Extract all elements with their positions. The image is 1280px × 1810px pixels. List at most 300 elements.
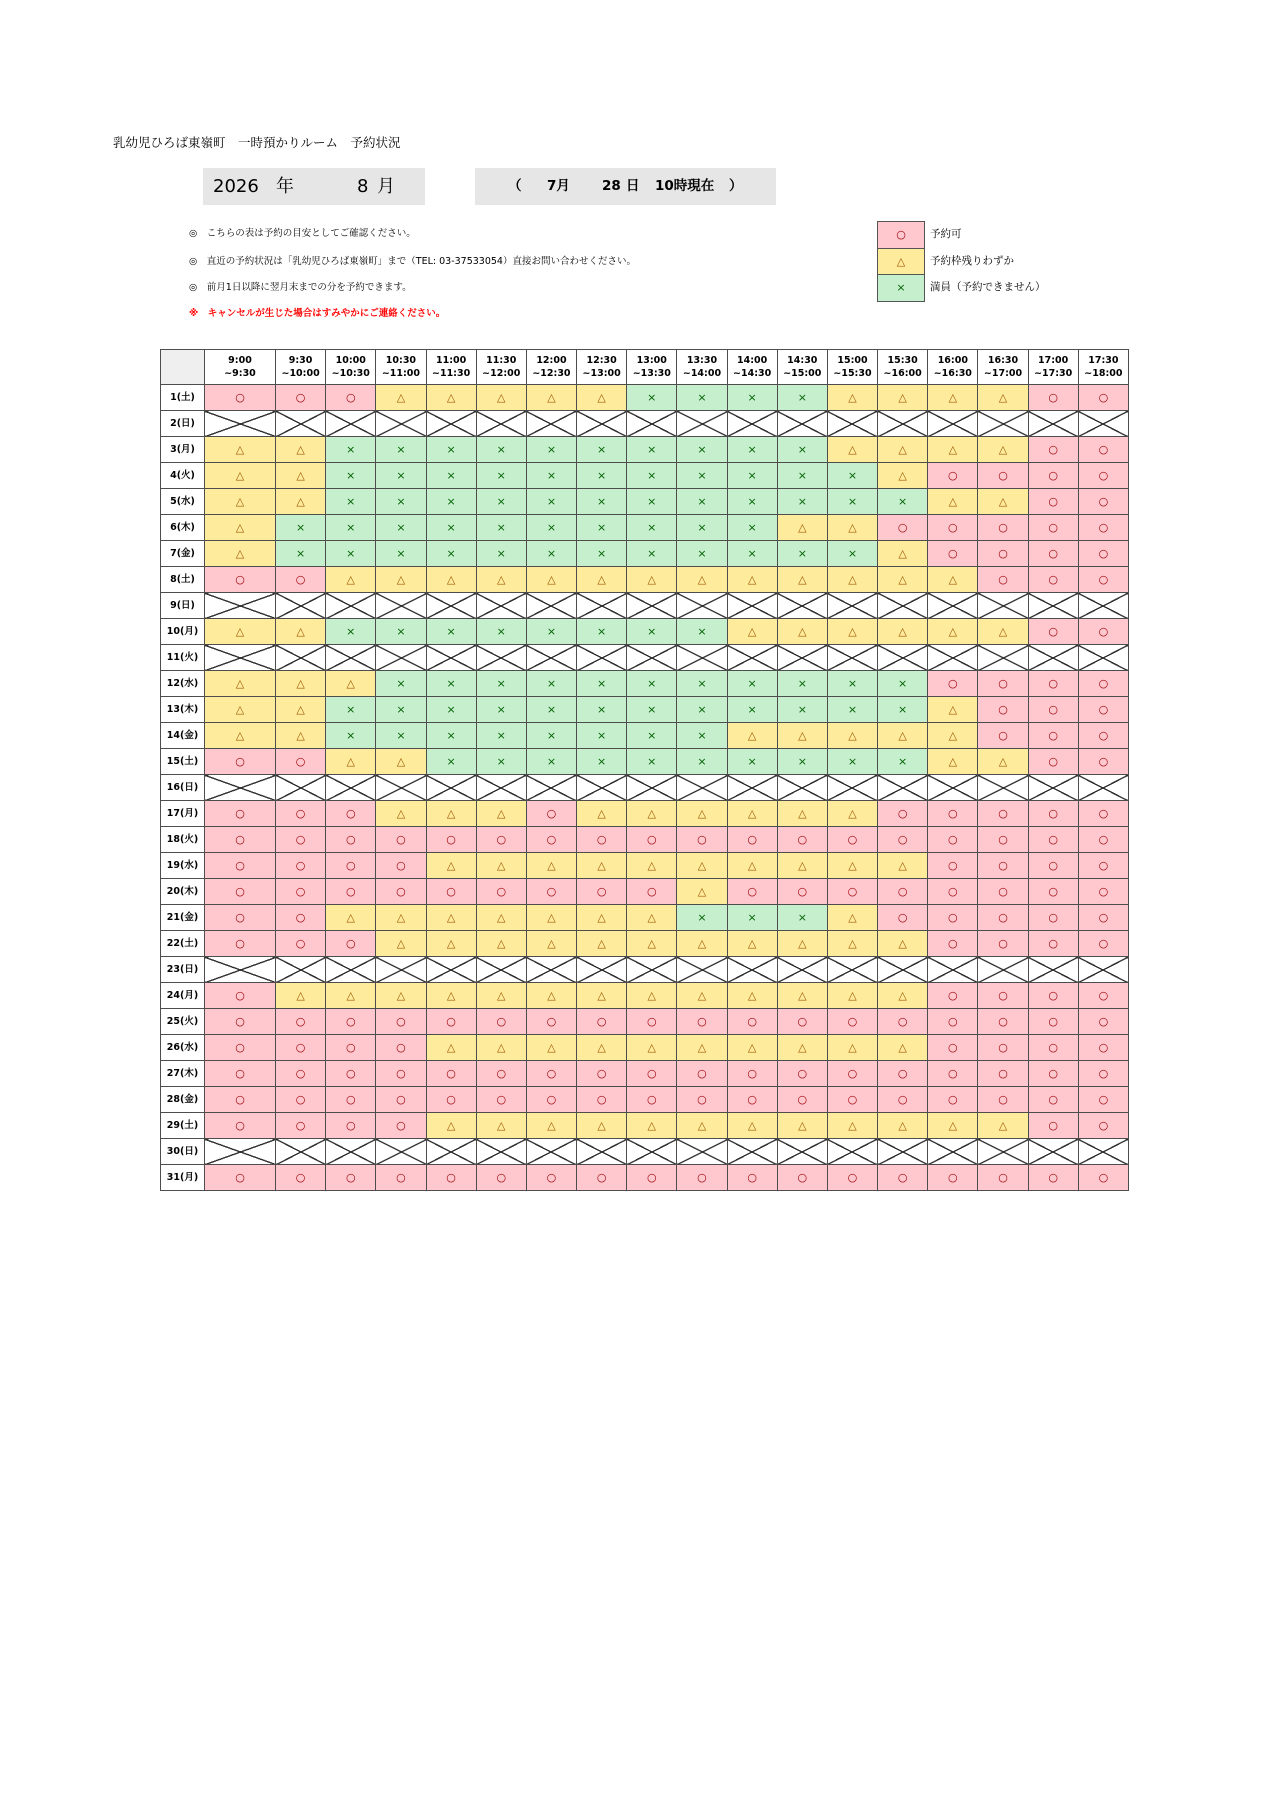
date-label: 10(月) xyxy=(161,619,205,645)
time-slot-header xyxy=(526,350,576,385)
slot-full-cell: × xyxy=(677,437,727,463)
slot-available-cell: ○ xyxy=(777,1061,827,1087)
table-row xyxy=(161,385,1129,411)
time-slot-header xyxy=(205,350,276,385)
slot-few-left-cell: △ xyxy=(827,567,877,593)
closed-slot-cell xyxy=(777,775,827,801)
slot-available-cell: ○ xyxy=(376,1087,426,1113)
slot-few-left-cell: △ xyxy=(276,619,326,645)
slot-available-cell: ○ xyxy=(376,1035,426,1061)
slot-few-left-cell: △ xyxy=(878,1113,928,1139)
closed-slot-cell xyxy=(827,593,877,619)
slot-available-cell: ○ xyxy=(1028,385,1078,411)
slot-few-left-cell: △ xyxy=(276,671,326,697)
slot-available-cell: ○ xyxy=(878,1165,928,1191)
slot-available-cell: ○ xyxy=(326,1087,376,1113)
slot-available-cell: ○ xyxy=(1078,385,1128,411)
slot-available-cell: ○ xyxy=(727,827,777,853)
closed-slot-cell xyxy=(677,1139,727,1165)
slot-available-cell: ○ xyxy=(978,515,1028,541)
slot-available-cell: ○ xyxy=(627,1165,677,1191)
time-slot-header xyxy=(326,350,376,385)
closed-slot-cell xyxy=(426,411,476,437)
slot-available-cell: ○ xyxy=(1028,567,1078,593)
slot-available-cell: ○ xyxy=(1078,697,1128,723)
closed-slot-cell xyxy=(577,775,627,801)
closed-slot-cell xyxy=(426,593,476,619)
closed-slot-cell xyxy=(627,957,677,983)
slot-full-cell: × xyxy=(677,697,727,723)
date-label: 21(金) xyxy=(161,905,205,931)
slot-few-left-cell: △ xyxy=(205,463,276,489)
slot-available-cell: ○ xyxy=(978,567,1028,593)
closed-slot-cell xyxy=(1078,411,1128,437)
closed-slot-cell xyxy=(677,593,727,619)
slot-few-left-cell: △ xyxy=(627,853,677,879)
slot-available-cell: ○ xyxy=(1028,619,1078,645)
closed-slot-cell xyxy=(1078,593,1128,619)
slot-full-cell: × xyxy=(426,489,476,515)
slot-start-time: 13:30 xyxy=(686,355,718,366)
closed-slot-cell xyxy=(1078,645,1128,671)
slot-full-cell: × xyxy=(727,489,777,515)
closed-slot-cell xyxy=(777,1139,827,1165)
slot-start-time: 9:00 xyxy=(228,355,252,366)
slot-available-cell: ○ xyxy=(326,1165,376,1191)
slot-full-cell: × xyxy=(376,697,426,723)
slot-few-left-cell: △ xyxy=(727,931,777,957)
slot-full-cell: × xyxy=(426,697,476,723)
slot-available-cell: ○ xyxy=(677,1165,727,1191)
slot-full-cell: × xyxy=(326,489,376,515)
slot-full-cell: × xyxy=(526,749,576,775)
slot-available-cell: ○ xyxy=(928,853,978,879)
closed-slot-cell xyxy=(205,775,276,801)
slot-few-left-cell: △ xyxy=(727,983,777,1009)
slot-few-left-cell: △ xyxy=(827,931,877,957)
slot-available-cell: ○ xyxy=(777,879,827,905)
slot-start-time: 11:30 xyxy=(486,355,517,366)
slot-full-cell: × xyxy=(727,437,777,463)
slot-few-left-cell: △ xyxy=(928,1113,978,1139)
slot-few-left-cell: △ xyxy=(205,437,276,463)
as-of-open-paren: （ xyxy=(508,178,522,194)
slot-available-cell: ○ xyxy=(727,1061,777,1087)
slot-full-cell: × xyxy=(677,619,727,645)
slot-few-left-cell: △ xyxy=(205,697,276,723)
document-title: 乳幼児ひろば東嶺町 一時預かりルーム 予約状況 xyxy=(113,135,401,150)
slot-few-left-cell: △ xyxy=(476,385,526,411)
slot-end-time: ~11:00 xyxy=(381,368,421,379)
slot-few-left-cell: △ xyxy=(777,1035,827,1061)
slot-few-left-cell: △ xyxy=(577,931,627,957)
slot-few-left-cell: △ xyxy=(526,983,576,1009)
as-of-month: 7月 xyxy=(547,178,570,194)
slot-few-left-cell: △ xyxy=(928,619,978,645)
slot-available-cell: ○ xyxy=(1028,749,1078,775)
slot-full-cell: × xyxy=(827,671,877,697)
slot-available-cell: ○ xyxy=(1078,541,1128,567)
slot-few-left-cell: △ xyxy=(426,801,476,827)
closed-slot-cell xyxy=(727,593,777,619)
slot-start-time: 10:00 xyxy=(335,355,366,366)
slot-full-cell: × xyxy=(777,489,827,515)
slot-available-cell: ○ xyxy=(276,1061,326,1087)
slot-few-left-cell: △ xyxy=(827,437,877,463)
table-row xyxy=(161,489,1129,515)
slot-available-cell: ○ xyxy=(928,541,978,567)
date-label: 19(水) xyxy=(161,853,205,879)
slot-few-left-cell: △ xyxy=(627,905,677,931)
slot-few-left-cell: △ xyxy=(727,801,777,827)
slot-full-cell: × xyxy=(777,385,827,411)
slot-full-cell: × xyxy=(627,749,677,775)
slot-full-cell: × xyxy=(777,697,827,723)
slot-full-cell: × xyxy=(878,749,928,775)
closed-slot-cell xyxy=(827,957,877,983)
slot-available-cell: ○ xyxy=(978,801,1028,827)
slot-few-left-cell: △ xyxy=(677,567,727,593)
slot-full-cell: × xyxy=(677,463,727,489)
slot-available-cell: ○ xyxy=(1078,879,1128,905)
slot-available-cell: ○ xyxy=(978,541,1028,567)
closed-slot-cell xyxy=(276,775,326,801)
closed-slot-cell xyxy=(878,593,928,619)
slot-available-cell: ○ xyxy=(276,1165,326,1191)
date-label: 1(土) xyxy=(161,385,205,411)
table-row xyxy=(161,1087,1129,1113)
slot-few-left-cell: △ xyxy=(677,801,727,827)
slot-available-cell: ○ xyxy=(978,723,1028,749)
table-row xyxy=(161,723,1129,749)
table-row xyxy=(161,879,1129,905)
closed-slot-cell xyxy=(928,775,978,801)
slot-available-cell: ○ xyxy=(1078,619,1128,645)
slot-available-cell: ○ xyxy=(978,671,1028,697)
closed-slot-cell xyxy=(577,1139,627,1165)
slot-few-left-cell: △ xyxy=(827,1113,877,1139)
slot-full-cell: × xyxy=(577,541,627,567)
slot-available-cell: ○ xyxy=(878,1087,928,1113)
slot-full-cell: × xyxy=(878,671,928,697)
slot-available-cell: ○ xyxy=(928,515,978,541)
slot-available-cell: ○ xyxy=(276,1113,326,1139)
closed-slot-cell xyxy=(476,1139,526,1165)
month-value: 8 xyxy=(357,176,369,197)
slot-few-left-cell: △ xyxy=(928,697,978,723)
slot-few-left-cell: △ xyxy=(777,853,827,879)
table-row xyxy=(161,749,1129,775)
slot-few-left-cell: △ xyxy=(978,385,1028,411)
slot-start-time: 14:00 xyxy=(737,355,768,366)
slot-available-cell: ○ xyxy=(627,1009,677,1035)
slot-few-left-cell: △ xyxy=(426,1113,476,1139)
slot-few-left-cell: △ xyxy=(777,983,827,1009)
slot-available-cell: ○ xyxy=(1028,1087,1078,1113)
slot-full-cell: × xyxy=(326,437,376,463)
slot-few-left-cell: △ xyxy=(526,1113,576,1139)
slot-available-cell: ○ xyxy=(1028,879,1078,905)
slot-available-cell: ○ xyxy=(1078,567,1128,593)
as-of-box xyxy=(475,168,776,205)
slot-available-cell: ○ xyxy=(777,827,827,853)
closed-slot-cell xyxy=(276,957,326,983)
date-label: 11(火) xyxy=(161,645,205,671)
slot-few-left-cell: △ xyxy=(526,853,576,879)
closed-day-row xyxy=(161,957,1129,983)
closed-slot-cell xyxy=(727,411,777,437)
slot-few-left-cell: △ xyxy=(928,489,978,515)
closed-slot-cell xyxy=(677,645,727,671)
closed-slot-cell xyxy=(326,957,376,983)
date-label: 4(火) xyxy=(161,463,205,489)
slot-available-cell: ○ xyxy=(577,1087,627,1113)
slot-full-cell: × xyxy=(426,437,476,463)
closed-slot-cell xyxy=(476,645,526,671)
slot-available-cell: ○ xyxy=(326,385,376,411)
date-label: 25(火) xyxy=(161,1009,205,1035)
table-row xyxy=(161,905,1129,931)
slot-available-cell: ○ xyxy=(1028,437,1078,463)
slot-few-left-cell: △ xyxy=(205,515,276,541)
closed-slot-cell xyxy=(1028,1139,1078,1165)
slot-full-cell: × xyxy=(727,671,777,697)
slot-few-left-cell: △ xyxy=(777,931,827,957)
closed-slot-cell xyxy=(577,411,627,437)
table-row xyxy=(161,515,1129,541)
slot-end-time: ~16:30 xyxy=(933,368,972,379)
slot-available-cell: ○ xyxy=(1078,1087,1128,1113)
slot-available-cell: ○ xyxy=(677,1061,727,1087)
slot-available-cell: ○ xyxy=(727,1009,777,1035)
table-row xyxy=(161,1165,1129,1191)
table-row xyxy=(161,671,1129,697)
legend-full-swatch: × xyxy=(877,274,925,302)
slot-available-cell: ○ xyxy=(978,1035,1028,1061)
slot-available-cell: ○ xyxy=(476,879,526,905)
slot-full-cell: × xyxy=(376,463,426,489)
table-row xyxy=(161,1009,1129,1035)
slot-start-time: 13:00 xyxy=(636,355,667,366)
slot-full-cell: × xyxy=(827,749,877,775)
slot-full-cell: × xyxy=(577,463,627,489)
year-value: 2026 xyxy=(213,176,259,197)
slot-full-cell: × xyxy=(476,463,526,489)
slot-available-cell: ○ xyxy=(205,905,276,931)
slot-full-cell: × xyxy=(577,749,627,775)
slot-available-cell: ○ xyxy=(1028,931,1078,957)
slot-few-left-cell: △ xyxy=(376,567,426,593)
time-slot-header xyxy=(727,350,777,385)
slot-available-cell: ○ xyxy=(727,879,777,905)
slot-full-cell: × xyxy=(577,489,627,515)
slot-available-cell: ○ xyxy=(677,827,727,853)
closed-slot-cell xyxy=(326,645,376,671)
slot-few-left-cell: △ xyxy=(727,1035,777,1061)
closed-slot-cell xyxy=(205,411,276,437)
table-corner-cell xyxy=(161,350,205,385)
slot-available-cell: ○ xyxy=(476,827,526,853)
closed-slot-cell xyxy=(928,593,978,619)
slot-available-cell: ○ xyxy=(577,1165,627,1191)
closed-slot-cell xyxy=(727,645,777,671)
slot-end-time: ~15:00 xyxy=(783,368,822,379)
closed-slot-cell xyxy=(577,645,627,671)
slot-few-left-cell: △ xyxy=(476,801,526,827)
slot-available-cell: ○ xyxy=(1078,749,1128,775)
closed-slot-cell xyxy=(476,593,526,619)
closed-day-row xyxy=(161,1139,1129,1165)
slot-available-cell: ○ xyxy=(376,879,426,905)
slot-full-cell: × xyxy=(376,541,426,567)
slot-full-cell: × xyxy=(326,515,376,541)
slot-few-left-cell: △ xyxy=(928,437,978,463)
slot-full-cell: × xyxy=(276,541,326,567)
slot-available-cell: ○ xyxy=(205,827,276,853)
slot-full-cell: × xyxy=(777,905,827,931)
slot-full-cell: × xyxy=(627,385,677,411)
closed-slot-cell xyxy=(205,593,276,619)
slot-full-cell: × xyxy=(476,515,526,541)
slot-few-left-cell: △ xyxy=(577,385,627,411)
slot-few-left-cell: △ xyxy=(205,671,276,697)
slot-few-left-cell: △ xyxy=(276,489,326,515)
slot-available-cell: ○ xyxy=(978,931,1028,957)
date-label: 7(金) xyxy=(161,541,205,567)
slot-full-cell: × xyxy=(526,697,576,723)
slot-available-cell: ○ xyxy=(205,983,276,1009)
slot-full-cell: × xyxy=(276,515,326,541)
date-label: 24(月) xyxy=(161,983,205,1009)
closed-slot-cell xyxy=(627,645,677,671)
slot-few-left-cell: △ xyxy=(526,931,576,957)
date-label: 28(金) xyxy=(161,1087,205,1113)
slot-full-cell: × xyxy=(376,671,426,697)
slot-full-cell: × xyxy=(727,905,777,931)
slot-few-left-cell: △ xyxy=(577,983,627,1009)
slot-available-cell: ○ xyxy=(476,1165,526,1191)
slot-available-cell: ○ xyxy=(878,879,928,905)
slot-few-left-cell: △ xyxy=(777,801,827,827)
date-label: 3(月) xyxy=(161,437,205,463)
slot-available-cell: ○ xyxy=(205,1087,276,1113)
slot-full-cell: × xyxy=(627,671,677,697)
slot-end-time: ~13:30 xyxy=(632,368,671,379)
closed-slot-cell xyxy=(1078,957,1128,983)
table-row xyxy=(161,541,1129,567)
date-label: 15(土) xyxy=(161,749,205,775)
slot-available-cell: ○ xyxy=(928,1009,978,1035)
slot-available-cell: ○ xyxy=(978,1165,1028,1191)
slot-end-time: ~18:00 xyxy=(1084,368,1123,379)
slot-available-cell: ○ xyxy=(1078,853,1128,879)
slot-available-cell: ○ xyxy=(878,1009,928,1035)
slot-available-cell: ○ xyxy=(978,853,1028,879)
slot-available-cell: ○ xyxy=(1028,697,1078,723)
slot-full-cell: × xyxy=(627,697,677,723)
slot-few-left-cell: △ xyxy=(627,983,677,1009)
slot-few-left-cell: △ xyxy=(426,905,476,931)
slot-full-cell: × xyxy=(476,541,526,567)
date-label: 22(土) xyxy=(161,931,205,957)
slot-available-cell: ○ xyxy=(1078,983,1128,1009)
time-slot-header xyxy=(978,350,1028,385)
slot-few-left-cell: △ xyxy=(928,385,978,411)
slot-start-time: 11:00 xyxy=(435,355,467,366)
closed-slot-cell xyxy=(878,411,928,437)
table-row xyxy=(161,437,1129,463)
date-label: 26(水) xyxy=(161,1035,205,1061)
date-label: 20(木) xyxy=(161,879,205,905)
slot-full-cell: × xyxy=(727,541,777,567)
slot-available-cell: ○ xyxy=(1028,905,1078,931)
slot-available-cell: ○ xyxy=(1078,1061,1128,1087)
slot-full-cell: × xyxy=(426,515,476,541)
slot-available-cell: ○ xyxy=(928,1061,978,1087)
slot-available-cell: ○ xyxy=(205,853,276,879)
slot-available-cell: ○ xyxy=(928,1035,978,1061)
slot-available-cell: ○ xyxy=(205,1061,276,1087)
slot-full-cell: × xyxy=(577,515,627,541)
slot-full-cell: × xyxy=(878,697,928,723)
slot-few-left-cell: △ xyxy=(526,385,576,411)
slot-few-left-cell: △ xyxy=(426,567,476,593)
slot-few-left-cell: △ xyxy=(978,1113,1028,1139)
slot-available-cell: ○ xyxy=(1028,1165,1078,1191)
slot-few-left-cell: △ xyxy=(577,1113,627,1139)
closed-day-row xyxy=(161,775,1129,801)
closed-slot-cell xyxy=(1028,593,1078,619)
slot-available-cell: ○ xyxy=(276,1009,326,1035)
slot-few-left-cell: △ xyxy=(426,983,476,1009)
slot-few-left-cell: △ xyxy=(978,619,1028,645)
slot-available-cell: ○ xyxy=(326,1035,376,1061)
closed-slot-cell xyxy=(376,593,426,619)
slot-available-cell: ○ xyxy=(205,931,276,957)
slot-few-left-cell: △ xyxy=(627,931,677,957)
closed-slot-cell xyxy=(827,411,877,437)
slot-full-cell: × xyxy=(577,619,627,645)
slot-few-left-cell: △ xyxy=(376,931,426,957)
as-of-time: 10時現在 xyxy=(655,178,715,194)
slot-available-cell: ○ xyxy=(928,463,978,489)
closed-slot-cell xyxy=(577,593,627,619)
legend-few-left-swatch: △ xyxy=(877,248,925,276)
slot-available-cell: ○ xyxy=(878,515,928,541)
slot-start-time: 12:00 xyxy=(536,355,567,366)
closed-slot-cell xyxy=(677,957,727,983)
slot-available-cell: ○ xyxy=(205,801,276,827)
closed-slot-cell xyxy=(426,1139,476,1165)
slot-end-time: ~12:30 xyxy=(532,368,571,379)
slot-few-left-cell: △ xyxy=(627,1113,677,1139)
slot-full-cell: × xyxy=(777,671,827,697)
slot-start-time: 9:30 xyxy=(288,355,313,366)
slot-end-time: ~17:00 xyxy=(983,368,1023,379)
slot-full-cell: × xyxy=(426,541,476,567)
table-row xyxy=(161,853,1129,879)
slot-full-cell: × xyxy=(627,723,677,749)
slot-available-cell: ○ xyxy=(1078,1009,1128,1035)
slot-available-cell: ○ xyxy=(577,1061,627,1087)
slot-available-cell: ○ xyxy=(426,827,476,853)
slot-end-time: ~17:30 xyxy=(1034,368,1073,379)
closed-slot-cell xyxy=(627,775,677,801)
closed-slot-cell xyxy=(978,775,1028,801)
slot-available-cell: ○ xyxy=(827,1009,877,1035)
slot-start-time: 14:30 xyxy=(787,355,818,366)
table-row xyxy=(161,827,1129,853)
